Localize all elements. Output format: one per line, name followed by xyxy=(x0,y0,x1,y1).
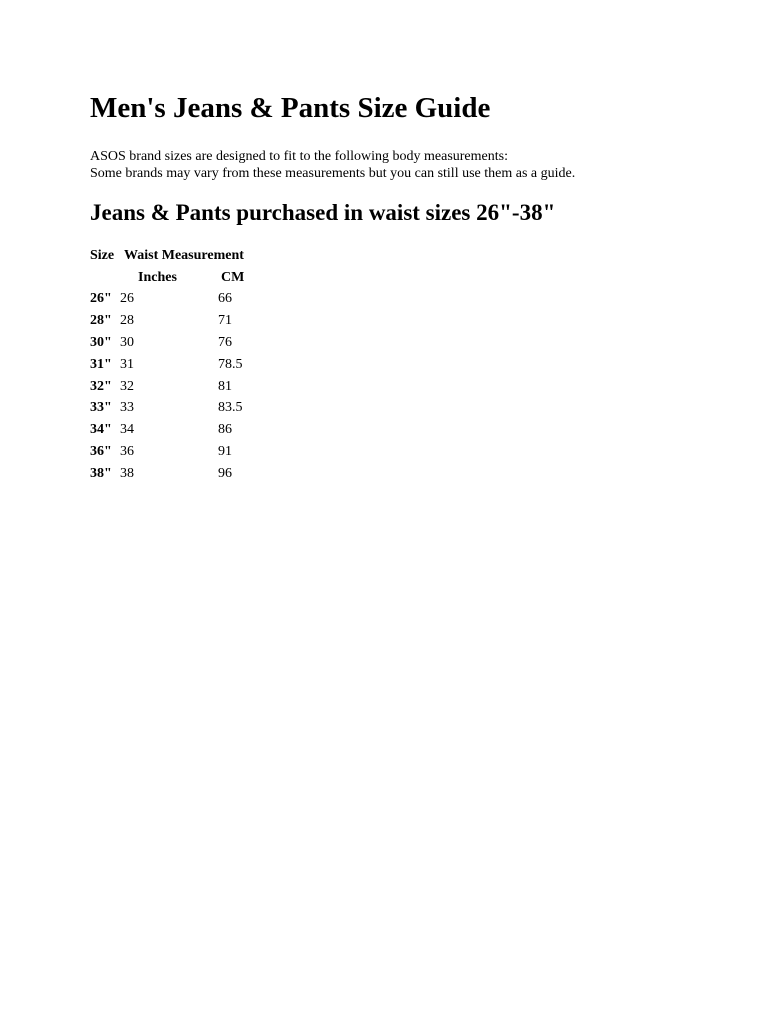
row-inches: 28 xyxy=(120,313,134,329)
row-cm: 76 xyxy=(218,335,232,351)
table-row xyxy=(90,289,281,311)
row-inches: 31 xyxy=(120,356,134,372)
row-inches: 33 xyxy=(120,400,134,416)
table-row xyxy=(90,310,281,332)
table-row xyxy=(90,463,281,485)
row-inches: 36 xyxy=(120,444,134,460)
subheader-cm: CM xyxy=(221,269,245,285)
row-inches: 26 xyxy=(120,291,134,307)
row-cm: 71 xyxy=(218,313,232,329)
table-row xyxy=(90,419,281,441)
row-size: 26" xyxy=(90,291,112,307)
table-row xyxy=(90,398,281,420)
row-cm: 83.5 xyxy=(218,400,243,416)
row-inches: 38 xyxy=(120,465,134,481)
row-size: 34" xyxy=(90,422,112,438)
size-table-body xyxy=(90,245,281,485)
header-waist-label: Waist Measurement xyxy=(124,247,244,263)
header-waist xyxy=(120,245,281,267)
row-size: 33" xyxy=(90,400,112,416)
row-inches: 32 xyxy=(120,378,134,394)
row-inches: 30 xyxy=(120,335,134,351)
header-size: Size xyxy=(90,247,115,263)
section-heading: Jeans & Pants purchased in waist sizes 26"-38" xyxy=(90,200,556,225)
row-size: 32" xyxy=(90,378,112,394)
row-cm: 78.5 xyxy=(218,356,243,372)
intro-line-1: ASOS brand sizes are designed to fit to the following body measurements: xyxy=(90,149,508,164)
intro-text xyxy=(90,148,575,182)
row-cm: 91 xyxy=(218,444,232,460)
subheader-inches: Inches xyxy=(138,269,177,285)
table-subheader-row xyxy=(90,267,281,289)
table-header-row xyxy=(90,245,281,267)
row-cm: 86 xyxy=(218,422,232,438)
row-size: 28" xyxy=(90,313,112,329)
table-row xyxy=(90,354,281,376)
intro-line-2: Some brands may vary from these measurements but you can still use them as a guide. xyxy=(90,166,576,181)
table-row xyxy=(90,332,281,354)
row-size: 31" xyxy=(90,356,112,372)
row-cm: 81 xyxy=(218,378,232,394)
row-cm: 96 xyxy=(218,465,232,481)
row-cm: 66 xyxy=(218,291,232,307)
table-row xyxy=(90,376,281,398)
row-inches: 34 xyxy=(120,422,134,438)
size-table xyxy=(90,245,281,485)
row-size: 38" xyxy=(90,465,112,481)
row-size: 36" xyxy=(90,444,112,460)
page-title: Men's Jeans & Pants Size Guide xyxy=(90,92,491,124)
table-row xyxy=(90,441,281,463)
subheader-spacer xyxy=(90,267,120,289)
row-size: 30" xyxy=(90,335,112,351)
